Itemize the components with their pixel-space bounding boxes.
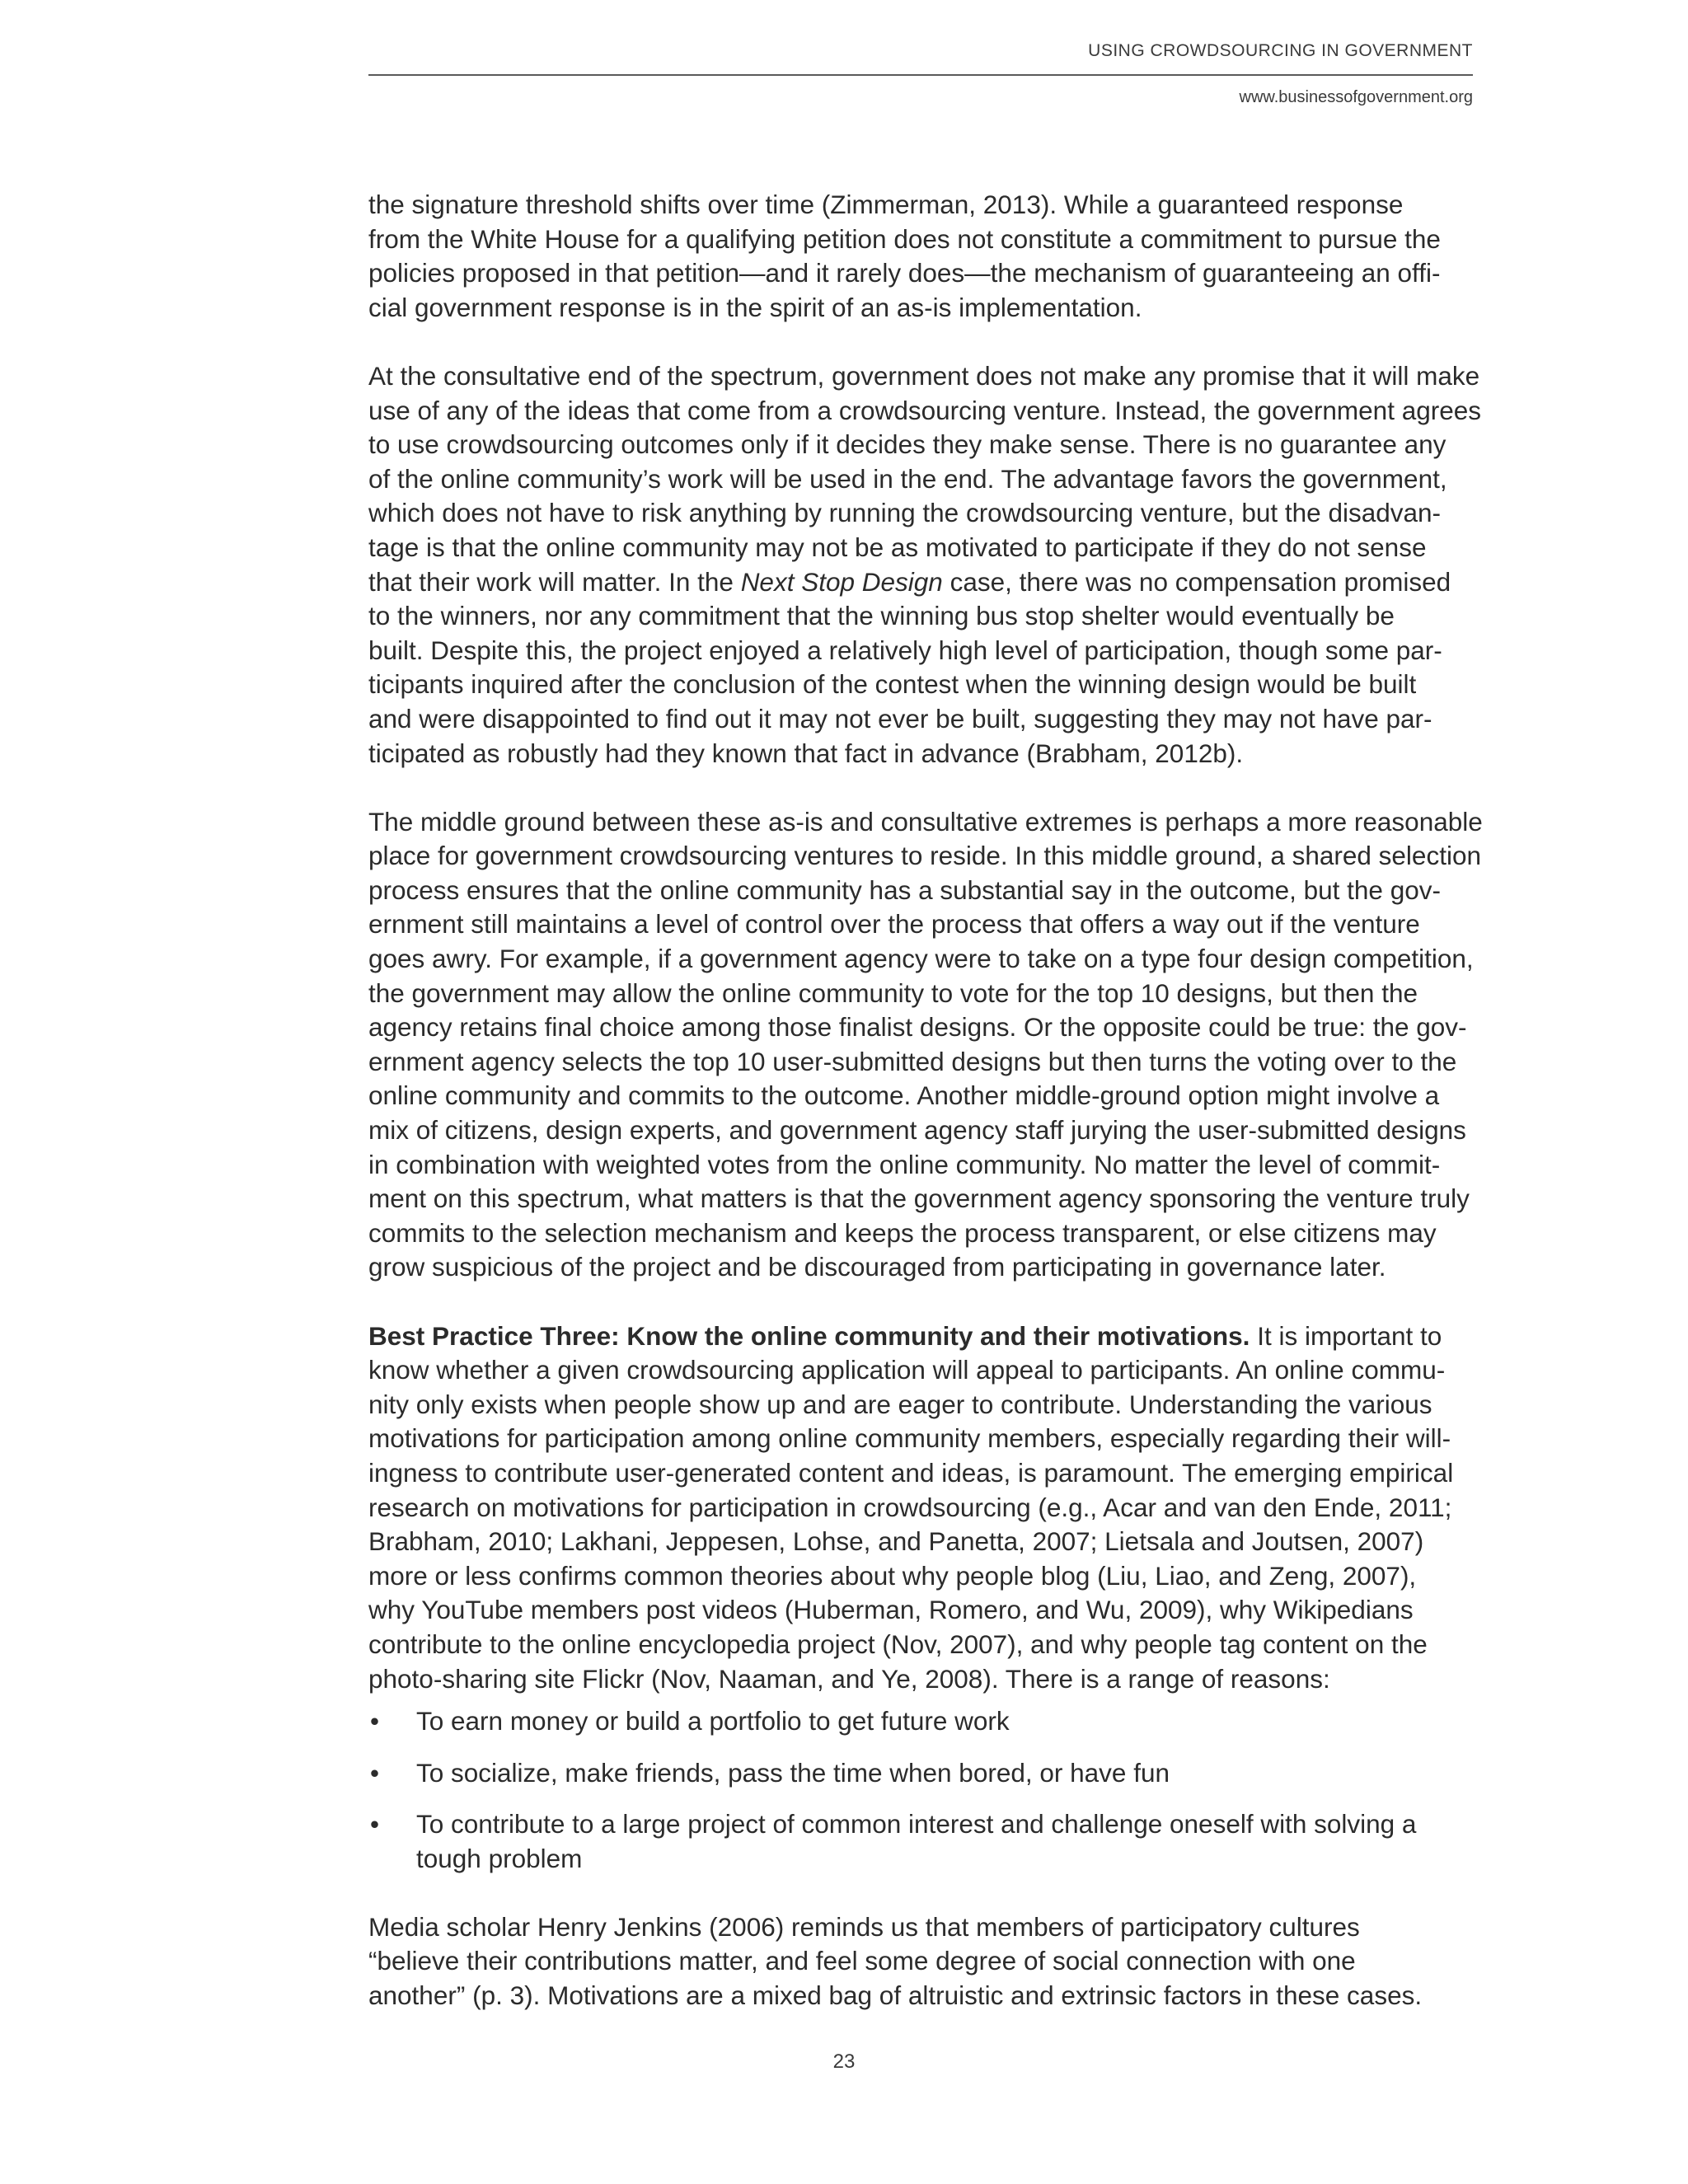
paragraph-consultative-end [368,359,1482,771]
text-line: why YouTube members post videos (Huberman, Romero, and Wu, 2009), why Wikipedians [368,1595,1414,1625]
text-line: know whether a given crowdsourcing application will appeal to participants. An online commu- [368,1355,1446,1385]
text-line: At the consultative end of the spectrum, government does not make any promise that it will make [368,360,1480,391]
text-line: use of any of the ideas that come from a crowdsourcing venture. Instead, the government agrees [368,395,1482,425]
text-line: grow suspicious of the project and be discouraged from participating in governance later. [368,1252,1386,1282]
text-line [368,565,1477,600]
list-item [368,1704,1477,1739]
text-line: To contribute to a large project of common interest and challenge oneself with solving a [416,1809,1417,1840]
text-line: the signature threshold shifts over time (Zimmerman, 2013). While a guaranteed response [368,190,1404,219]
text-run: It is important to [1250,1320,1442,1351]
text-line: which does not have to risk anything by running the crowdsourcing venture, but the disadvan- [368,498,1442,528]
text-line: agency retains final choice among those finalist designs. Or the opposite could be true: the gov- [368,1012,1467,1043]
text-line: To socialize, make friends, pass the time when bored, or have fun [416,1757,1170,1788]
text-line: goes awry. For example, if a government agency were to take on a type four design competition, [368,944,1474,974]
running-header [368,38,1473,109]
paragraph-jenkins [368,1910,1477,2013]
text-line: from the White House for a qualifying petition does not constitute a commitment to pursue the [368,223,1441,254]
paragraph-best-practice-three [368,1319,1477,1697]
header-url: www.businessofgovernment.org [1239,88,1473,106]
text-line: the government may allow the online community to vote for the top 10 designs, but then the [368,977,1418,1008]
paragraph-middle-ground [368,805,1483,1285]
text-line: ment on this spectrum, what matters is that the government agency sponsoring the venture truly [368,1183,1470,1214]
text-line: nity only exists when people show up and are eager to contribute. Understanding the various [368,1389,1432,1419]
header-divider [368,74,1473,76]
text-line: and were disappointed to find out it may not ever be built, suggesting they may not have par- [368,703,1432,733]
page-number: 23 [832,2050,856,2073]
text-line: The middle ground between these as-is and consultative extremes is perhaps a more reasonable [368,806,1483,837]
text-line: process ensures that the online community has a substantial say in the outcome, but the gov- [368,874,1441,905]
text-line: tage is that the online community may not be as motivated to participate if they do not sense [368,532,1427,562]
text-line: commits to the selection mechanism and keeps the process transparent, or else citizens may [368,1217,1437,1248]
list-item [368,1807,1477,1876]
text-line: contribute to the online encyclopedia project (Nov, 2007), and why people tag content on the [368,1629,1428,1659]
body-text [368,188,1483,2047]
text-line: ernment still maintains a level of control over the process that offers a way out if the venture [368,909,1420,940]
bullet-icon: • [370,1757,380,1788]
text-line: built. Despite this, the project enjoyed a relatively high level of participation, though some par- [368,635,1442,665]
text-line: to the winners, nor any commitment that the winning bus stop shelter would eventually be [368,601,1395,631]
text-line: ernment agency selects the top 10 user-submitted designs but then turns the voting over to the [368,1046,1457,1076]
text-line: to use crowdsourcing outcomes only if it decides they make sense. There is no guarantee any [368,429,1447,460]
text-line: “believe their contributions matter, and feel some degree of social connection with one [368,1946,1356,1976]
bullet-icon: • [370,1706,380,1736]
text-line: motivations for participation among online community members, especially regarding their will- [368,1423,1451,1454]
italic-title-next-stop-design: Next Stop Design [740,566,943,597]
motivation-list [368,1704,1477,1876]
text-line: To earn money or build a portfolio to get future work [416,1706,1010,1736]
text-line: policies proposed in that petition—and it rarely does—the mechanism of guaranteeing an offi- [368,258,1441,288]
bullet-icon: • [370,1809,380,1840]
text-line: online community and commits to the outcome. Another middle-ground option might involve a [368,1080,1440,1111]
list-item [368,1756,1477,1791]
text-line: Brabham, 2010; Lakhani, Jeppesen, Lohse, and Panetta, 2007; Lietsala and Joutsen, 2007) [368,1526,1424,1557]
text-line: cial government response is in the spirit of an as-is implementation. [368,292,1142,322]
text-line: more or less confirms common theories about why people blog (Liu, Liao, and Zeng, 2007), [368,1560,1417,1591]
text-line: research on motivations for participation in crowdsourcing (e.g., Acar and van den Ende, 2011; [368,1492,1452,1522]
text-line [368,1319,1477,1354]
running-header-title: USING CROWDSOURCING IN GOVERNMENT [1088,41,1473,60]
best-practice-heading: Best Practice Three: Know the online community and their motivations. [368,1320,1250,1351]
paragraph-as-is-implementation [368,188,1477,325]
text-line: tough problem [416,1843,583,1873]
text-line: in combination with weighted votes from the online community. No matter the level of commit- [368,1149,1441,1179]
text-run: that their work will matter. In the [368,566,741,597]
text-line: ingness to contribute user-generated content and ideas, is paramount. The emerging empirical [368,1457,1454,1488]
text-line: mix of citizens, design experts, and government agency staff jurying the user-submitted designs [368,1115,1466,1146]
text-line: of the online community’s work will be used in the end. The advantage favors the government, [368,463,1447,494]
text-line: place for government crowdsourcing ventures to reside. In this middle ground, a shared selection [368,841,1481,871]
text-line: ticipated as robustly had they known that fact in advance (Brabham, 2012b). [368,738,1244,768]
text-line: photo-sharing site Flickr (Nov, Naaman, and Ye, 2008). There is a range of reasons: [368,1663,1330,1694]
text-line: Media scholar Henry Jenkins (2006) reminds us that members of participatory cultures [368,1911,1360,1942]
text-line: ticipants inquired after the conclusion of the contest when the winning design would be built [368,669,1417,700]
text-line: another” (p. 3). Motivations are a mixed bag of altruistic and extrinsic factors in these cases. [368,1980,1423,2010]
text-run: case, there was no compensation promised [942,566,1451,597]
